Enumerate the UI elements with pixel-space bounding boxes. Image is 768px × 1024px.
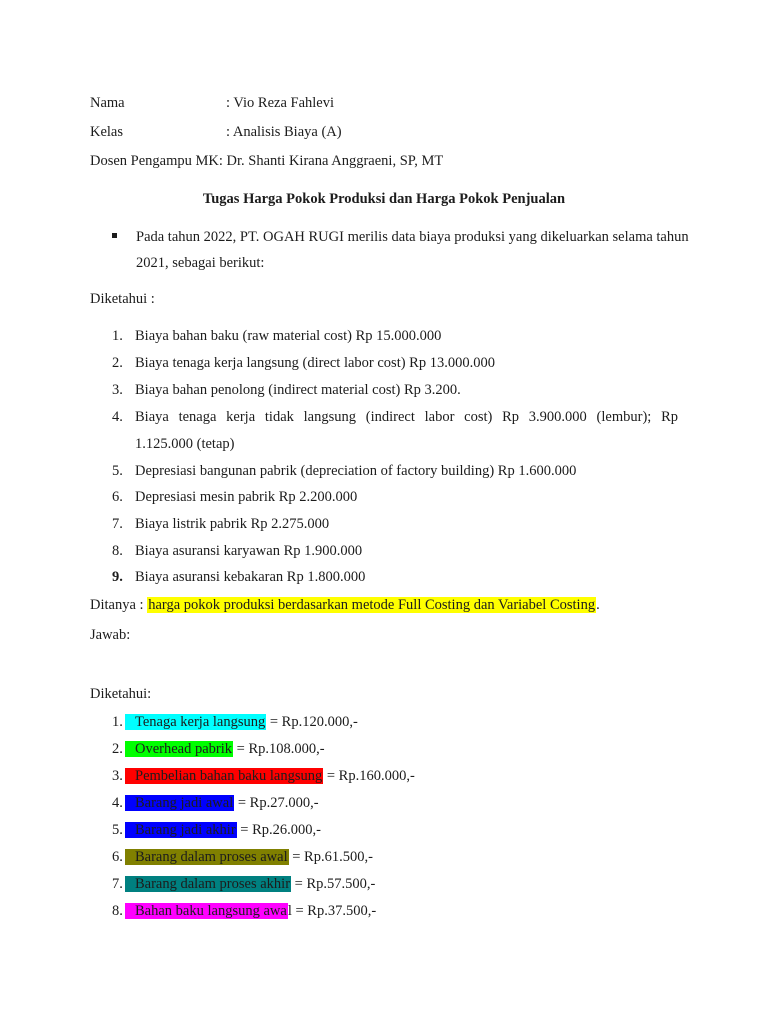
list-number: 7. — [112, 516, 123, 532]
answer-highlight: Overhead pabrik — [125, 741, 233, 757]
answer-value: l = Rp.37.500,- — [287, 903, 377, 919]
list-number: 5. — [112, 463, 123, 479]
answer-highlight: Pembelian bahan baku langsung — [125, 768, 323, 784]
answer-value: = Rp.57.500,- — [291, 876, 376, 892]
answer-value: = Rp.120.000,- — [266, 714, 358, 730]
list-number: 1. — [112, 328, 123, 344]
list-text: Biaya tenaga kerja langsung (direct labor cost) Rp 13.000.000 — [135, 355, 495, 371]
answer-value: = Rp.26.000,- — [236, 822, 321, 838]
answer-number: 7. — [112, 876, 123, 892]
answer-value: = Rp.27.000,- — [234, 795, 319, 811]
answer-highlight: Bahan baku langsung awa — [125, 903, 288, 919]
answer-number: 1. — [112, 714, 123, 730]
ditanya-suffix: . — [596, 597, 600, 613]
list-number: 9. — [112, 569, 123, 585]
ditanya-label: Ditanya : — [90, 597, 148, 613]
ditanya-row — [90, 595, 600, 615]
kelas-value: : Analisis Biaya (A) — [226, 124, 342, 140]
dosen-row: Dosen Pengampu MK: Dr. Shanti Kirana Anggraeni, SP, MT — [90, 153, 444, 169]
list-text: Depresiasi mesin pabrik Rp 2.200.000 — [135, 489, 358, 505]
intro-bullet-text: Pada tahun 2022, PT. OGAH RUGI merilis data biaya produksi yang dikeluarkan selama tahun 2021, sebagai berikut: — [136, 229, 689, 271]
answer-number: 4. — [112, 795, 123, 811]
list-text: 1.125.000 (tetap) — [135, 436, 235, 452]
kelas-label: Kelas — [90, 124, 124, 140]
diketahui2-label: Diketahui: — [90, 686, 152, 702]
answer-highlight: Tenaga kerja langsung — [125, 714, 266, 730]
nama-row — [90, 93, 334, 113]
list-number: 3. — [112, 382, 123, 398]
answer-highlight: Barang jadi akhir — [125, 822, 237, 838]
list-number: 6. — [112, 489, 123, 505]
answer-highlight: Barang jadi awal — [125, 795, 234, 811]
nama-value: : Vio Reza Fahlevi — [226, 95, 334, 111]
list-text: Biaya asuransi kebakaran Rp 1.800.000 — [135, 569, 366, 585]
list-text: Depresiasi bangunan pabrik (depreciation of factory building) Rp 1.600.000 — [135, 463, 577, 479]
answer-highlight: Barang dalam proses akhir — [125, 876, 291, 892]
answer-number: 6. — [112, 849, 123, 865]
jawab-label: Jawab: — [90, 627, 131, 643]
kelas-row — [90, 122, 342, 142]
bullet-square-icon — [112, 233, 117, 238]
answer-value: = Rp.108.000,- — [233, 741, 325, 757]
document-title: Tugas Harga Pokok Produksi dan Harga Pokok Penjualan — [202, 191, 566, 207]
list-number: 4. — [112, 409, 123, 425]
list-number: 8. — [112, 543, 123, 559]
answer-value: = Rp.160.000,- — [323, 768, 415, 784]
list-text: Biaya bahan baku (raw material cost) Rp 15.000.000 — [135, 328, 442, 344]
list-number: 2. — [112, 355, 123, 371]
answer-number: 5. — [112, 822, 123, 838]
list-text: Biaya tenaga kerja tidak langsung (indirect labor cost) Rp 3.900.000 (lembur); Rp — [135, 409, 678, 425]
list-text: Biaya asuransi karyawan Rp 1.900.000 — [135, 543, 363, 559]
nama-label: Nama — [90, 95, 125, 111]
diketahui-label: Diketahui : — [90, 291, 155, 307]
ditanya-highlight: harga pokok produksi berdasarkan metode Full Costing dan Variabel Costing — [148, 597, 596, 613]
answer-number: 8. — [112, 903, 123, 919]
answer-value: = Rp.61.500,- — [288, 849, 373, 865]
list-text: Biaya bahan penolong (indirect material cost) Rp 3.200. — [135, 382, 461, 398]
answer-highlight: Barang dalam proses awal — [125, 849, 289, 865]
answer-number: 3. — [112, 768, 123, 784]
list-text: Biaya listrik pabrik Rp 2.275.000 — [135, 516, 330, 532]
answer-number: 2. — [112, 741, 123, 757]
